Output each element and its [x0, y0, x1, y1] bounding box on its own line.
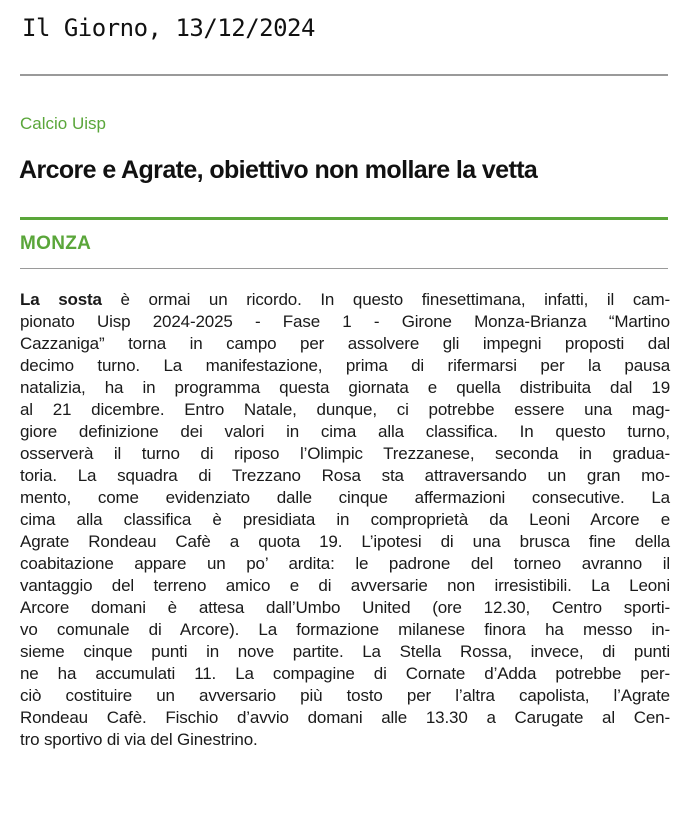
body-line: mento, come evidenziato dalle cinque affermazioni consecutive. La — [20, 488, 670, 507]
source-line: Il Giorno, 13/12/2024 — [22, 14, 315, 42]
body-line: ciò costituire un avversario più tosto per l’altra capolista, l’Agrate — [20, 686, 670, 705]
body-line: Arcore domani è attesa dall’Umbo United (ore 12.30, Centro sporti- — [20, 598, 670, 617]
article-headline: Arcore e Agrate, obiettivo non mollare la vetta — [19, 156, 538, 184]
body-line: toria. La squadra di Trezzano Rosa sta attraversando un gran mo- — [20, 466, 670, 485]
body-line: vantaggio del terreno amico e di avversarie non irresistibili. La Leoni — [20, 576, 670, 595]
body-line — [20, 289, 670, 311]
body-line: Cazzaniga” torna in campo per assolvere gli impegni proposti dal — [20, 334, 670, 353]
article-body — [20, 289, 670, 751]
lead-words: La sosta — [20, 290, 102, 309]
body-line: pionato Uisp 2024-2025 - Fase 1 - Girone Monza-Brianza “Martino — [20, 312, 670, 331]
dateline-divider — [20, 268, 668, 269]
article-kicker: Calcio Uisp — [20, 114, 106, 133]
body-line: sieme cinque punti in nove partite. La Stella Rossa, invece, di punti — [20, 642, 670, 661]
body-line: natalizia, ha in programma questa giornata e quella distribuita dal 19 — [20, 378, 670, 397]
body-line: al 21 dicembre. Entro Natale, dunque, ci potrebbe essere una mag- — [20, 400, 670, 419]
body-line: Agrate Rondeau Cafè a quota 19. L’ipotesi di una brusca fine della — [20, 532, 670, 551]
body-line: osserverà il turno di riposo l’Olimpic Trezzanese, seconda in gradua- — [20, 444, 670, 463]
top-divider — [20, 74, 668, 76]
article-dateline: MONZA — [20, 233, 92, 254]
body-line-text: è ormai un ricordo. In questo finesettimana, infatti, il cam- — [101, 290, 671, 309]
body-line: coabitazione appare un po’ ardita: le padrone del torneo avranno il — [20, 554, 670, 573]
body-line: giore definizione dei valori in cima alla classifica. In questo turno, — [20, 422, 670, 441]
body-line: Rondeau Cafè. Fischio d’avvio domani alle 13.30 a Carugate al Cen- — [20, 708, 670, 727]
headline-divider — [20, 217, 668, 220]
body-line: vo comunale di Arcore). La formazione milanese finora ha messo in- — [20, 620, 670, 639]
body-line: tro sportivo di via del Ginestrino. — [20, 730, 258, 749]
body-line: ne ha accumulati 11. La compagine di Cornate d’Adda potrebbe per- — [20, 664, 670, 683]
body-line: cima alla classifica è presidiata in comproprietà da Leoni Arcore e — [20, 510, 670, 529]
body-line: decimo turno. La manifestazione, prima di rifermarsi per la pausa — [20, 356, 670, 375]
